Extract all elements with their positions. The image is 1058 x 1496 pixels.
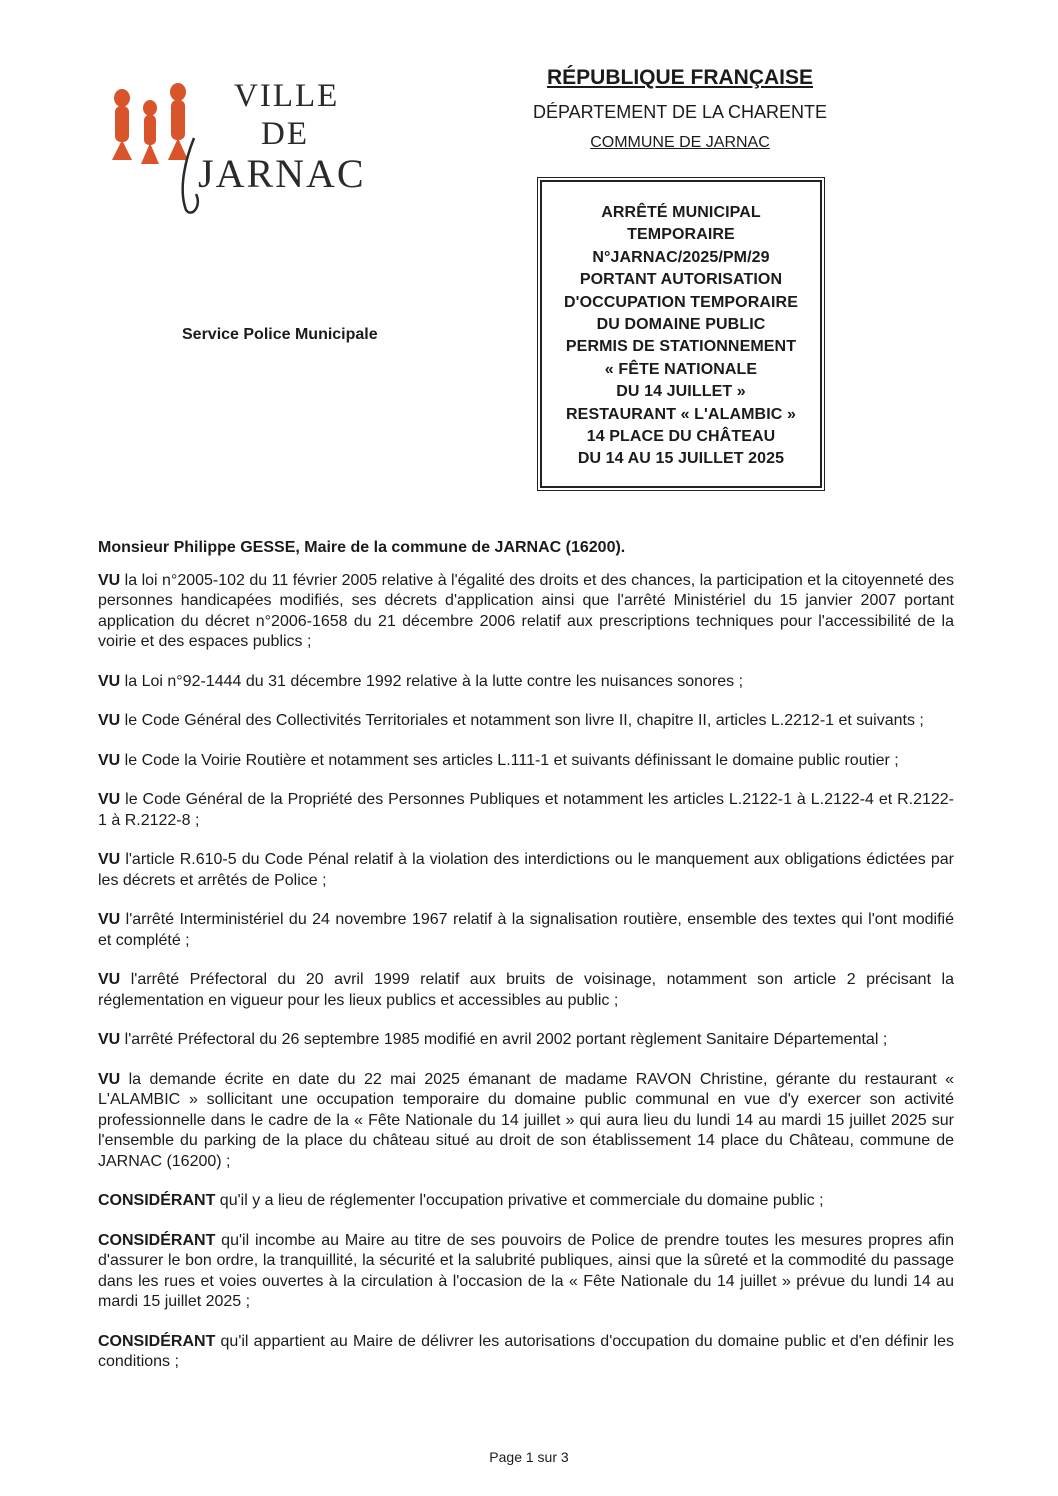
paragraph-text: la loi n°2005-102 du 11 février 2005 relative à l'égalité des droits et des chances, la participation et la citoyenneté des personnes handicapées modifiés, ses décrets d'application ainsi que l'arrêté Ministériel du 15 janvier 2007 portant application du décret n°2006-1658 du 21 décembre 2006 relatif aux prescriptions techniques pour l'accessibilité de la voirie et des espaces publics ; xyxy=(98,571,954,650)
paragraph xyxy=(98,910,954,951)
arrete-line: « FÊTE NATIONALE xyxy=(604,360,758,378)
paragraph-text: l'arrêté Interministériel du 24 novembre 1967 relatif à la signalisation routière, ensemble des textes qui l'ont modifié et complété ; xyxy=(98,911,954,949)
service-label: Service Police Municipale xyxy=(182,326,378,343)
town-logo xyxy=(106,78,376,218)
paragraph-text: le Code la Voirie Routière et notamment ses articles L.111-1 et suivants définissant le domaine public routier ; xyxy=(120,751,899,769)
arrete-line: DU 14 JUILLET » xyxy=(616,383,746,401)
page-number: Page 1 sur 3 xyxy=(489,1449,569,1465)
paragraph xyxy=(98,1332,954,1373)
commune-title: COMMUNE DE JARNAC xyxy=(590,134,770,151)
logo-de: DE xyxy=(261,116,309,152)
paragraph-text: la demande écrite en date du 22 mai 2025 émanant de madame RAVON Christine, gérante du restaurant « L'ALAMBIC » sollicitant une occupation temporaire du domaine public communal en vue d'y exercer son activité professionnelle dans le cadre de la « Fête Nationale du 14 juillet » qui aura lieu du lundi 14 au mardi 15 juillet 2025 sur l'ensemble du parking de la place du château situé au droit de son établissement 14 place du Château, commune de JARNAC (16200) ; xyxy=(98,1070,954,1170)
paragraph-keyword: VU xyxy=(98,911,121,928)
logo-figures-icon xyxy=(106,78,206,218)
intro-statement: Monsieur Philippe GESSE, Maire de la commune de JARNAC (16200). xyxy=(98,539,626,556)
paragraph xyxy=(98,850,954,891)
paragraph-keyword: VU xyxy=(98,851,121,868)
paragraph-keyword: VU xyxy=(98,672,121,690)
logo-ville: VILLE xyxy=(234,78,340,114)
paragraph-keyword: CONSIDÉRANT xyxy=(98,1332,216,1350)
paragraph-text: l'article R.610-5 du Code Pénal relatif à la violation des interdictions ou le manquement aux obligations édictées par les décrets et arrêtés de Police ; xyxy=(98,851,954,889)
paragraph xyxy=(98,711,954,732)
arrete-line: D'OCCUPATION TEMPORAIRE xyxy=(564,293,798,311)
paragraph-keyword: VU xyxy=(98,1070,121,1088)
paragraph-keyword: CONSIDÉRANT xyxy=(98,1231,216,1249)
paragraph xyxy=(98,1070,954,1173)
paragraph xyxy=(98,790,954,831)
paragraph-keyword: VU xyxy=(98,791,121,808)
logo-jarnac: JARNAC xyxy=(198,151,366,196)
paragraph xyxy=(98,1191,954,1212)
arrete-line: ARRÊTÉ MUNICIPAL xyxy=(601,204,761,221)
paragraph-keyword: VU xyxy=(98,1031,121,1048)
paragraph-keyword: VU xyxy=(98,571,121,589)
arrete-title-box xyxy=(540,180,822,488)
arrete-line: DU DOMAINE PUBLIC xyxy=(596,316,766,334)
paragraph-text: l'arrêté Préfectoral du 20 avril 1999 relatif aux bruits de voisinage, notamment son article 2 précisant la réglementation en vigueur pour les lieux publics et accessibles au public ; xyxy=(98,971,954,1009)
paragraph-keyword: VU xyxy=(98,971,121,988)
paragraph xyxy=(98,970,954,1011)
document-body xyxy=(98,538,954,1392)
paragraph-text: qu'il appartient au Maire de délivrer les autorisations d'occupation du domaine public et d'en définir les conditions ; xyxy=(98,1332,954,1370)
paragraph-text: l'arrêté Préfectoral du 26 septembre 1985 modifié en avril 2002 portant règlement Sanitaire Départemental ; xyxy=(120,1031,888,1048)
arrete-line: RESTAURANT « L'ALAMBIC » xyxy=(566,405,796,423)
arrete-line: N°JARNAC/2025/PM/29 xyxy=(592,248,770,266)
paragraph-text: qu'il incombe au Maire au titre de ses pouvoirs de Police de prendre toutes les mesures propres afin d'assurer le bon ordre, la tranquillité, la sécurité et la salubrité publiques, ainsi que la sûreté et la commodité du passage dans les rues et voies ouvertes à la circulation à l'occasion de la « Fête Nationale du 14 juillet » prévue du lundi 14 au mardi 15 juillet 2025 ; xyxy=(98,1231,954,1310)
arrete-line: DU 14 AU 15 JUILLET 2025 xyxy=(577,450,785,468)
department-title: DÉPARTEMENT DE LA CHARENTE xyxy=(532,102,828,122)
arrete-line: PORTANT AUTORISATION xyxy=(579,271,783,289)
paragraph-text: le Code Général de la Propriété des Personnes Publiques et notamment les articles L.2122-1 à L.2122-4 et R.2122-1 à R.2122-8 ; xyxy=(98,791,954,829)
paragraph xyxy=(98,751,954,772)
paragraph xyxy=(98,571,954,653)
paragraph xyxy=(98,1231,954,1313)
paragraph-text: qu'il y a lieu de réglementer l'occupation privative et commerciale du domaine public ; xyxy=(215,1192,824,1209)
arrete-line: TEMPORAIRE xyxy=(627,226,735,244)
paragraph xyxy=(98,672,954,693)
paragraph xyxy=(98,1030,954,1051)
paragraph-keyword: CONSIDÉRANT xyxy=(98,1192,216,1209)
paragraph-keyword: VU xyxy=(98,751,121,769)
republic-title: RÉPUBLIQUE FRANÇAISE xyxy=(546,66,814,89)
paragraph-text: la Loi n°92-1444 du 31 décembre 1992 relative à la lutte contre les nuisances sonores ; xyxy=(120,672,744,690)
paragraph-keyword: VU xyxy=(98,712,121,729)
paragraph-text: le Code Général des Collectivités Territoriales et notamment son livre II, chapitre II, articles L.2212-1 et suivants ; xyxy=(120,712,924,729)
arrete-line: PERMIS DE STATIONNEMENT xyxy=(565,338,797,356)
arrete-line: 14 PLACE DU CHÂTEAU xyxy=(586,428,776,446)
